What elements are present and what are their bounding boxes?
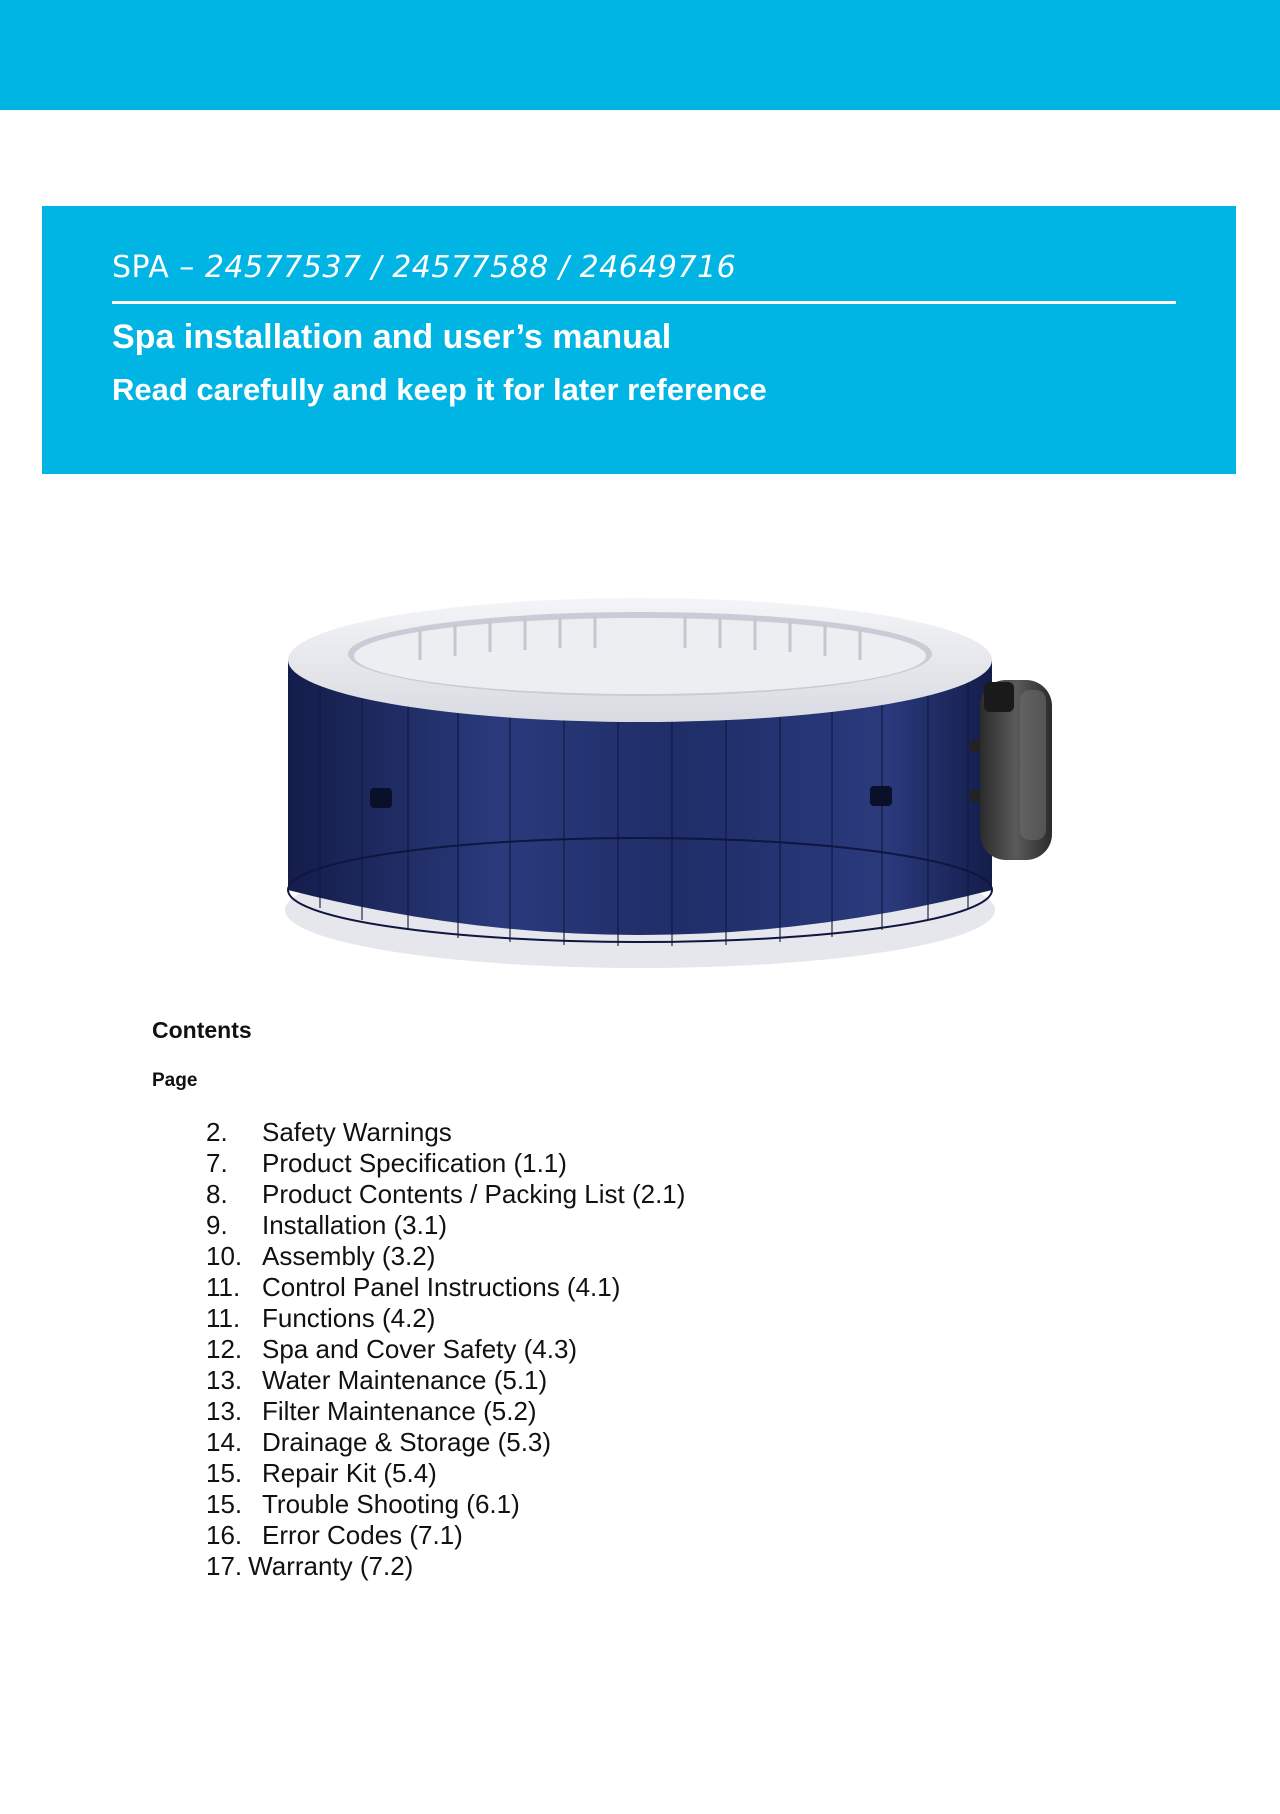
toc-page-number: 14. [206,1427,243,1457]
toc-item[interactable] [206,1272,685,1303]
toc-item[interactable] [206,1520,685,1551]
toc-item-title: Warranty (7.2) [248,1551,414,1581]
toc-page-number: 15. [206,1489,243,1519]
top-color-band [0,0,1280,110]
toc-page-number: 10. [206,1241,243,1271]
toc-page-number: 16. [206,1520,243,1550]
toc-item[interactable] [206,1303,685,1334]
toc-item[interactable] [206,1458,685,1489]
toc-item-title: Filter Maintenance (5.2) [262,1396,537,1426]
page-column-label: Page [152,1070,198,1091]
manual-subtitle: Read carefully and keep it for later reference [112,372,767,407]
toc-page-number: 9. [206,1210,228,1240]
toc-page-number: 11. [206,1303,241,1333]
toc-item[interactable] [206,1365,685,1396]
toc-item[interactable] [206,1334,685,1365]
contents-heading: Contents [152,1017,252,1043]
toc-item[interactable] [206,1179,685,1210]
manual-title: Spa installation and user’s manual [112,318,672,356]
toc-item-title: Assembly (3.2) [262,1241,436,1271]
toc-item[interactable] [206,1489,685,1520]
toc-item-title: Repair Kit (5.4) [262,1458,437,1488]
toc-item-title: Drainage & Storage (5.3) [262,1427,552,1457]
model-numbers: 24577537 / 24577588 / 24649716 [204,250,737,285]
toc-item[interactable] [206,1241,685,1272]
toc-item-title: Functions (4.2) [262,1303,436,1333]
toc-item-title: Control Panel Instructions (4.1) [262,1272,621,1302]
toc-page-number: 15. [206,1458,243,1488]
toc-item[interactable] [206,1210,685,1241]
toc-page-number: 8. [206,1179,228,1209]
toc-item-title: Water Maintenance (5.1) [262,1365,548,1395]
model-numbers-line [112,250,736,285]
toc-page-number: 11. [206,1272,241,1302]
model-prefix: SPA – [112,250,205,285]
toc-page-number: 13. [206,1365,243,1395]
toc-item[interactable] [206,1427,685,1458]
toc-item[interactable] [206,1148,685,1179]
toc-page-number: 17. [206,1551,243,1581]
toc-item-title: Safety Warnings [262,1117,452,1147]
toc-item-title: Installation (3.1) [262,1210,447,1240]
title-divider [112,301,1176,304]
toc-page-number: 7. [206,1148,228,1178]
toc-item[interactable] [206,1396,685,1427]
toc-page-number: 12. [206,1334,243,1364]
toc-page-number: 13. [206,1396,243,1426]
title-banner [42,206,1236,474]
toc-item-title: Spa and Cover Safety (4.3) [262,1334,578,1364]
toc-item-title: Product Specification (1.1) [262,1148,567,1178]
inflatable-spa-icon [280,590,1060,980]
toc-item-title: Trouble Shooting (6.1) [262,1489,520,1519]
toc-item-title: Error Codes (7.1) [262,1520,463,1550]
toc-item-title: Product Contents / Packing List (2.1) [262,1179,686,1209]
toc-item[interactable] [206,1551,685,1582]
toc-item[interactable] [206,1117,685,1148]
toc-page-number: 2. [206,1117,228,1147]
table-of-contents [206,1117,685,1582]
